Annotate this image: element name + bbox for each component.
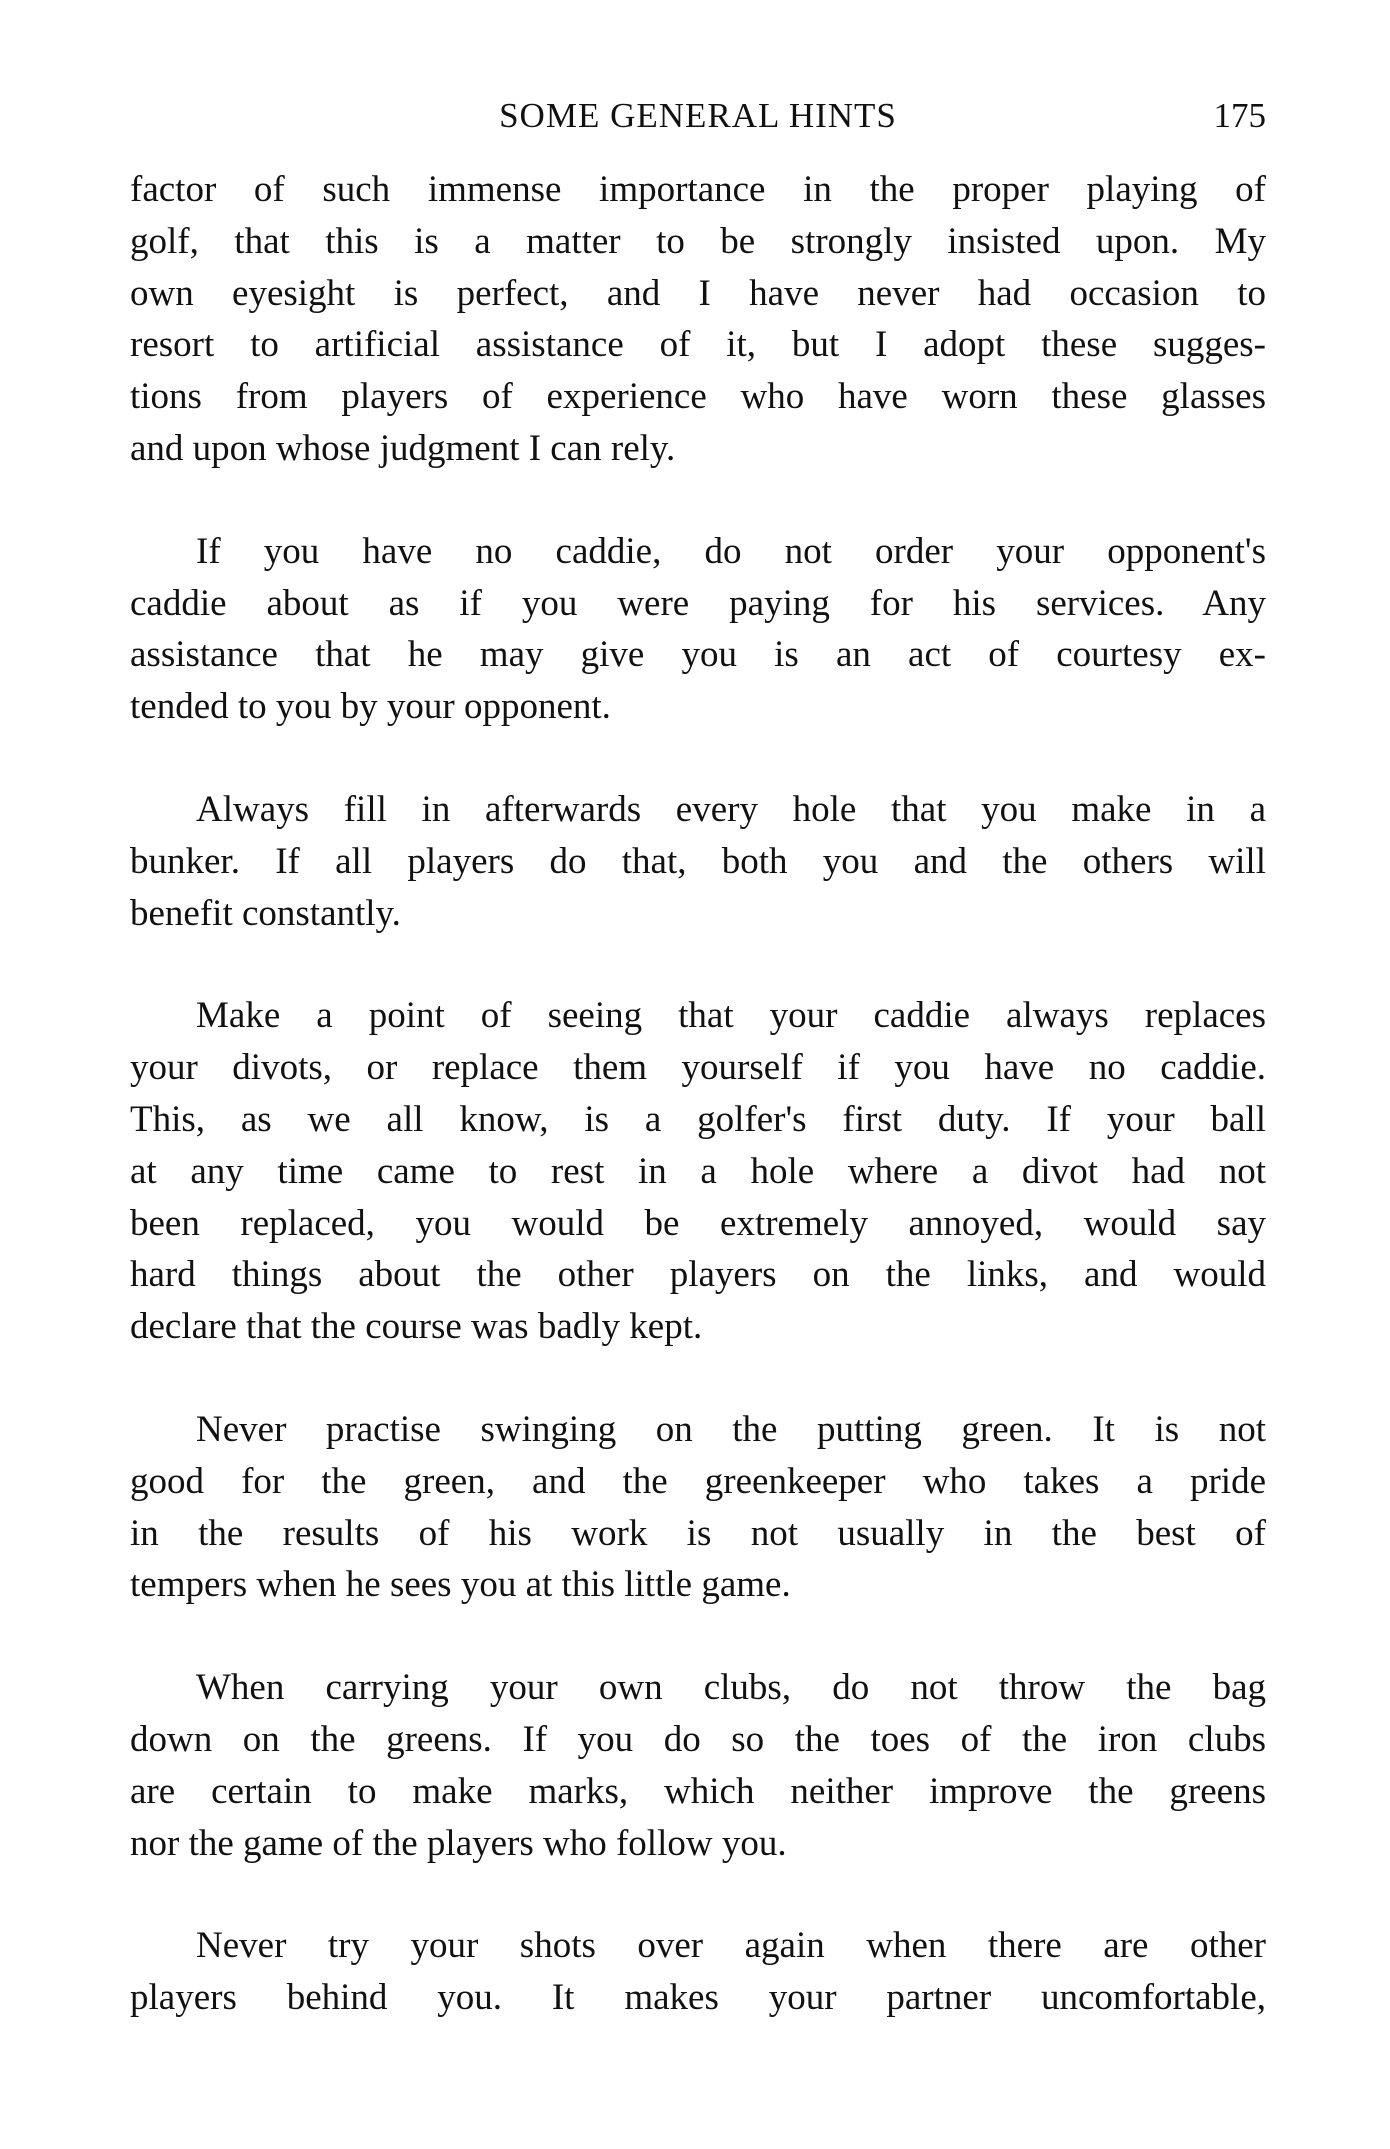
text-line: If you have no caddie, do not order your opponent's: [196, 530, 1266, 572]
text-line: assistance that he may give you is an act of courtesy ex-: [130, 634, 1266, 676]
page-number: 175: [1213, 96, 1266, 135]
text-line: benefit constantly.: [130, 892, 401, 934]
text-line: golf, that this is a matter to be strongly insisted upon. My: [130, 220, 1266, 262]
text-line: and upon whose judgment I can rely.: [130, 427, 676, 469]
paragraph: [130, 164, 1266, 475]
paragraph: [130, 526, 1266, 733]
text-line: down on the greens. If you do so the toes of the iron clubs: [130, 1718, 1266, 1760]
text-line: tended to you by your opponent.: [130, 686, 611, 728]
paragraph: [130, 990, 1266, 1353]
text-line: bunker. If all players do that, both you and the others will: [130, 840, 1266, 882]
text-line: declare that the course was badly kept.: [130, 1306, 703, 1348]
body-text: [130, 164, 1266, 2075]
text-line: Never practise swinging on the putting green. It is not: [196, 1408, 1266, 1450]
text-line: factor of such immense importance in the proper playing of: [130, 169, 1266, 210]
text-line: Make a point of seeing that your caddie always replaces: [196, 995, 1266, 1037]
text-line: hard things about the other players on the links, and would: [130, 1254, 1266, 1296]
paragraph: [130, 1662, 1266, 1869]
text-line: This, as we all know, is a golfer's first duty. If your ball: [130, 1098, 1266, 1140]
text-line: are certain to make marks, which neither improve the greens: [130, 1770, 1266, 1812]
text-line: tempers when he sees you at this little game.: [130, 1564, 791, 1606]
text-line: your divots, or replace them yourself if you have no caddie.: [130, 1047, 1266, 1089]
text-line: Always fill in afterwards every hole that you make in a: [196, 788, 1266, 830]
page-header: [130, 96, 1266, 146]
text-line: players behind you. It makes your partner uncomfortable,: [130, 1977, 1266, 2019]
text-line: good for the green, and the greenkeeper who takes a pride: [130, 1460, 1266, 1502]
text-line: been replaced, you would be extremely annoyed, would say: [130, 1202, 1266, 1244]
text-line: own eyesight is perfect, and I have never had occasion to: [130, 272, 1266, 314]
text-line: at any time came to rest in a hole where a divot had not: [130, 1150, 1266, 1192]
paragraph: [130, 1920, 1266, 2024]
text-line: caddie about as if you were paying for his services. Any: [130, 582, 1266, 624]
text-line: resort to artificial assistance of it, but I adopt these sugges-: [130, 324, 1266, 366]
text-line: When carrying your own clubs, do not throw the bag: [196, 1667, 1266, 1709]
running-title: SOME GENERAL HINTS: [499, 96, 897, 135]
paragraph: [130, 1404, 1266, 1611]
text-line: Never try your shots over again when there are other: [196, 1925, 1266, 1967]
paragraph: [130, 784, 1266, 939]
text-line: in the results of his work is not usually in the best of: [130, 1512, 1266, 1554]
text-line: nor the game of the players who follow you.: [130, 1822, 787, 1864]
text-line: tions from players of experience who have worn these glasses: [130, 376, 1266, 418]
